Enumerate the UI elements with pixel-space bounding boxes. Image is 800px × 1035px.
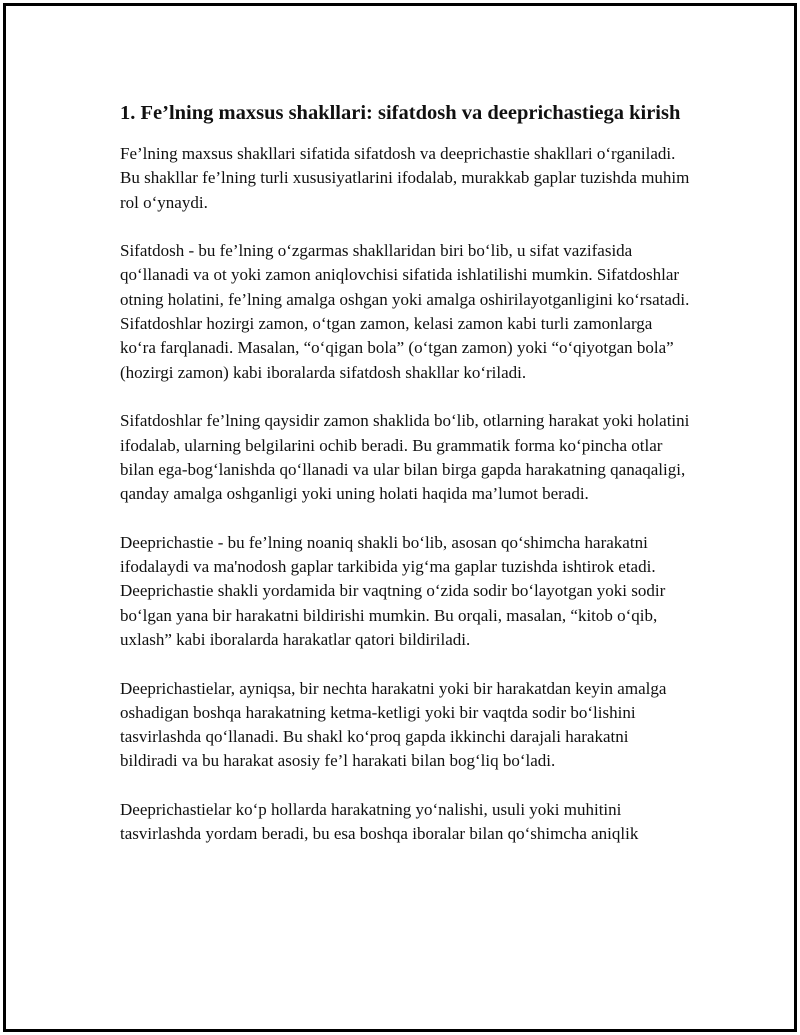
paragraph-intro: Fe’lning maxsus shakllari sifatida sifatdosh va deeprichastie shakllari o‘rganiladi. Bu shakllar fe’lning turli xususiyatlarini ifodalab, murakkab gaplar tuzishda muhim rol o‘ynaydi. [120,144,690,212]
page-frame [3,3,797,1032]
paragraph-sifatdosh-definition: Sifatdosh - bu fe’lning o‘zgarmas shakllaridan biri bo‘lib, u sifat vazifasida qo‘llanadi va ot yoki zamon aniqlovchisi sifatida ishlatilishi mumkin. Sifatdoshlar otning holatini, fe’lning amalga oshgan yoki amalga oshirilayotganligini ko‘rsatadi. Sifatdoshlar hozirgi zamon, o‘tgan zamon, kelasi zamon kabi turli zamonlarga ko‘ra farqlanadi. Masalan, “o‘qigan bola” (o‘tgan zamon) yoki “o‘qiyotgan bola” (hozirgi zamon) kabi iboralarda sifatdosh shakllar ko‘riladi. [120,241,690,382]
paragraph-deeprichastie-description: Deeprichastielar ko‘p hollarda harakatning yo‘nalishi, usuli yoki muhitini tasvirlashda yordam beradi, bu esa boshqa iboralar bilan qo‘shimcha aniqlik [120,800,639,844]
section-heading: 1. Fe’lning maxsus shakllari: sifatdosh va deeprichastiega kirish [120,102,681,124]
paragraph-sifatdosh-function: Sifatdoshlar fe’lning qaysidir zamon shaklida bo‘lib, otlarning harakat yoki holatini ifodalab, ularning belgilarini ochib beradi. Bu grammatik forma ko‘pincha otlar bilan ega-bog‘lanishda qo‘llanadi va ular bilan birga gapda harakatning qanaqaligi, qanday amalga oshganligi yoki uning holati haqida ma’lumot beradi. [120,411,690,504]
document-body [120,99,690,871]
paragraph-deeprichastie-usage: Deeprichastielar, ayniqsa, bir nechta harakatni yoki bir harakatdan keyin amalga oshadigan boshqa harakatning ketma-ketligi yoki bir vaqtda sodir bo‘lishini tasvirlashda qo‘llanadi. Bu shakl ko‘proq gapda ikkinchi darajali harakatni bildiradi va bu harakat asosiy fe’l harakati bilan bog‘liq bo‘ladi. [120,678,667,771]
paragraph-deeprichastie-definition: Deeprichastie - bu fe’lning noaniq shakli bo‘lib, asosan qo‘shimcha harakatni ifodalaydi va ma'nodosh gaplar tarkibida yig‘ma gaplar tuzishda ishtirok etadi. Deeprichastie shakli yordamida bir vaqtning o‘zida sodir bo‘layotgan yoki sodir bo‘lgan yana bir harakatni bildirishi mumkin. Bu orqali, masalan, “kitob o‘qib, uxlash” kabi iboralarda harakatlar qatori bildiriladi. [120,532,666,649]
